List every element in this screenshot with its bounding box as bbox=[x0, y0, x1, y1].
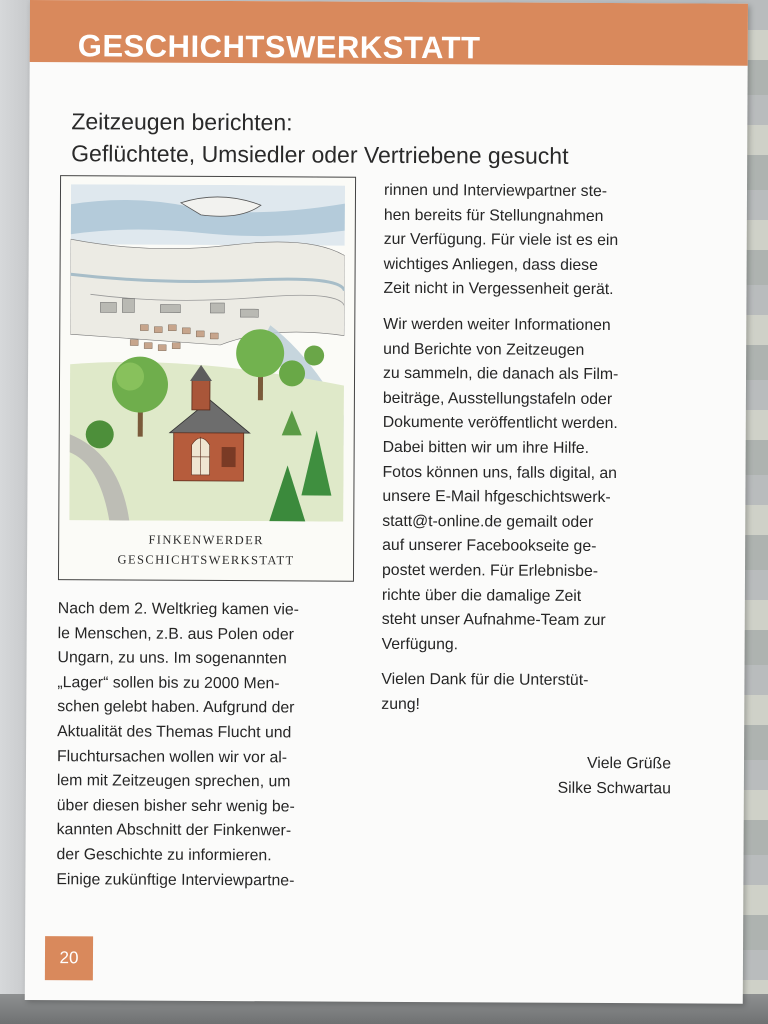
text-line: beiträge, Ausstellungstafeln oder bbox=[382, 389, 613, 408]
text-line: Verfügung. bbox=[381, 635, 459, 653]
text-line: Dokumente veröffentlicht werden. bbox=[382, 414, 618, 433]
text-line: hen bereits für Stellungnahmen bbox=[383, 206, 604, 225]
text-line: Vielen Dank für die Unterstüt- bbox=[381, 671, 589, 690]
text-line: Wir werden weiter Informationen bbox=[383, 315, 611, 335]
right-column-text bbox=[381, 179, 674, 802]
paragraph-3 bbox=[381, 668, 671, 719]
text-line: zung! bbox=[381, 695, 421, 713]
text-line: Ungarn, zu uns. Im sogenannten bbox=[57, 649, 287, 668]
text-line: statt@t-online.de gemailt oder bbox=[382, 512, 594, 531]
left-column-text bbox=[56, 597, 350, 894]
illustration-frame bbox=[58, 175, 356, 582]
article-headline bbox=[71, 105, 711, 172]
text-line: lem mit Zeitzeugen sprechen, um bbox=[56, 772, 291, 791]
text-line: über diesen bisher sehr wenig be- bbox=[56, 796, 295, 816]
text-line: postet werden. Für Erlebnisbe- bbox=[381, 561, 599, 580]
closing-signature: Silke Schwartau bbox=[557, 779, 671, 798]
text-line: kannten Abschnitt der Finkenwer- bbox=[56, 821, 292, 840]
illustration-caption-line-2: GESCHICHTSWERKSTATT bbox=[117, 552, 295, 568]
text-line: Fluchtursachen wollen wir vor al- bbox=[56, 747, 288, 766]
closing-block bbox=[381, 751, 671, 802]
text-line: zur Verfügung. Für viele ist es ein bbox=[383, 231, 619, 250]
text-line: Dabei bitten wir um ihre Hilfe. bbox=[382, 438, 590, 457]
text-line: Fotos können uns, falls digital, an bbox=[382, 463, 618, 482]
text-line: Zeit nicht in Vergessenheit gerät. bbox=[383, 280, 614, 299]
magazine-page bbox=[25, 0, 748, 1004]
headline-line-2: Geflüchtete, Umsiedler oder Vertriebene gesucht bbox=[71, 140, 569, 169]
text-line: richte über die damalige Zeit bbox=[381, 586, 582, 605]
paragraph-2 bbox=[382, 313, 674, 659]
text-line: zu sammeln, die danach als Film- bbox=[383, 365, 619, 384]
text-line: rinnen und Interviewpartner ste- bbox=[383, 181, 608, 201]
page-number: 20 bbox=[45, 936, 93, 980]
illustration-caption-line-1: FINKENWERDER bbox=[148, 532, 264, 548]
text-line: steht unser Aufnahme-Team zur bbox=[381, 610, 606, 630]
headline-line-1: Zeitzeugen berichten: bbox=[71, 108, 293, 136]
chapel-map-illustration bbox=[69, 184, 345, 521]
text-line: unsere E-Mail hfgeschichtswerk- bbox=[382, 487, 611, 507]
text-line: auf unserer Facebookseite ge- bbox=[382, 537, 597, 556]
paragraph-1 bbox=[383, 179, 674, 303]
header-band bbox=[30, 0, 748, 66]
text-line: der Geschichte zu informieren. bbox=[56, 846, 272, 865]
text-line: Aktualität des Themas Flucht und bbox=[57, 723, 292, 742]
text-line: le Menschen, z.B. aus Polen oder bbox=[57, 624, 294, 643]
text-line: schen gelebt haben. Aufgrund der bbox=[57, 698, 295, 717]
text-line: und Berichte von Zeitzeugen bbox=[383, 340, 585, 359]
text-line: Nach dem 2. Weltkrieg kamen vie- bbox=[57, 600, 300, 619]
section-title: GESCHICHTSWERKSTATT bbox=[77, 28, 481, 66]
text-line: „Lager“ sollen bis zu 2000 Men- bbox=[57, 673, 280, 693]
closing-greeting: Viele Grüße bbox=[586, 755, 672, 773]
text-line: wichtiges Anliegen, dass diese bbox=[383, 255, 598, 274]
text-line: Einige zukünftige Interviewpartne- bbox=[56, 870, 295, 889]
